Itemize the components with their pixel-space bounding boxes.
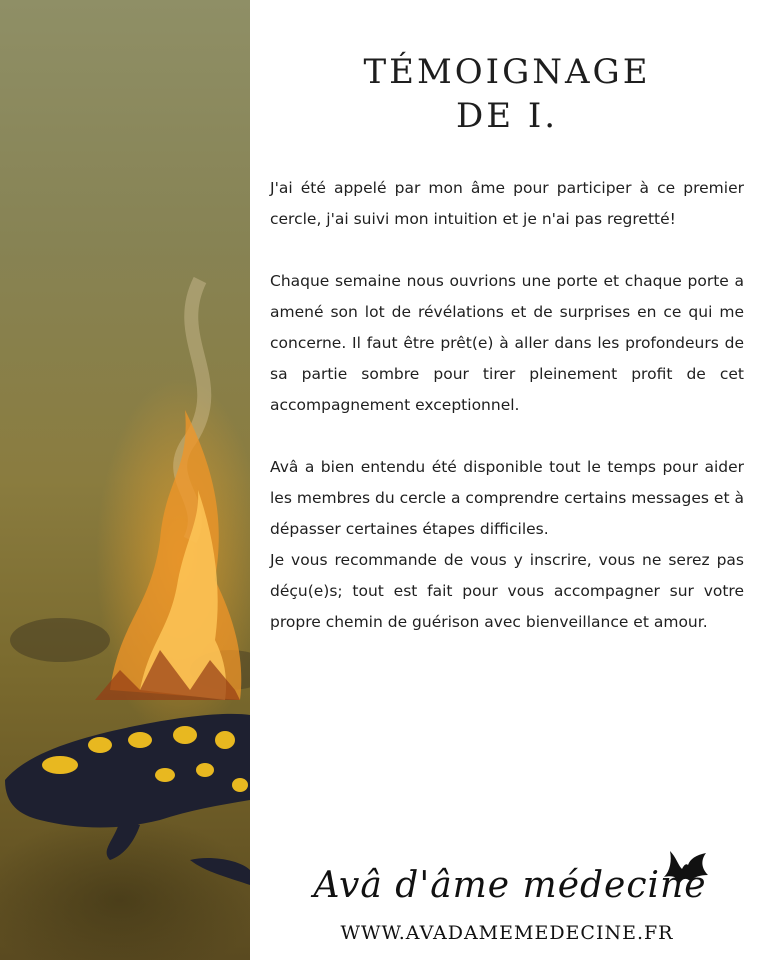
brand-logo [270,845,744,960]
testimonial-text [270,173,744,638]
fire-salamander-illustration [0,0,250,960]
website-url[interactable]: WWW.AVADAMEMEDECINE.FR [340,922,674,944]
page-title [270,50,744,138]
title-line-1: TÉMOIGNAGE [363,52,651,92]
salamander [5,714,250,885]
paragraph: J'ai été appelé par mon âme pour participer à ce premier cercle, j'ai suivi mon intuition et je n'ai pas regretté! [270,179,744,228]
artwork-panel [0,0,250,960]
paragraph: Avâ a bien entendu été disponible tout le temps pour aider les membres du cercle a comprendre certains messages et à dépasser certaines étapes difficiles. [270,458,744,538]
paragraph: Chaque semaine nous ouvrions une porte et chaque porte a amené son lot de révélations et de surprises en ce qui me concerne. Il faut être prêt(e) à aller dans les profondeurs de sa partie sombre pour tirer pleinement profit de cet accompagnement exceptionnel. [270,272,744,414]
paragraph: Je vous recommande de vous y inscrire, vous ne serez pas déçu(e)s; tout est fait pour vous accompagner sur votre propre chemin de guérison avec bienveillance et amour. [270,551,744,631]
brand-name: Avâ d'âme médecine [313,865,707,906]
title-line-2: DE I. [455,96,559,136]
fire [95,410,241,700]
